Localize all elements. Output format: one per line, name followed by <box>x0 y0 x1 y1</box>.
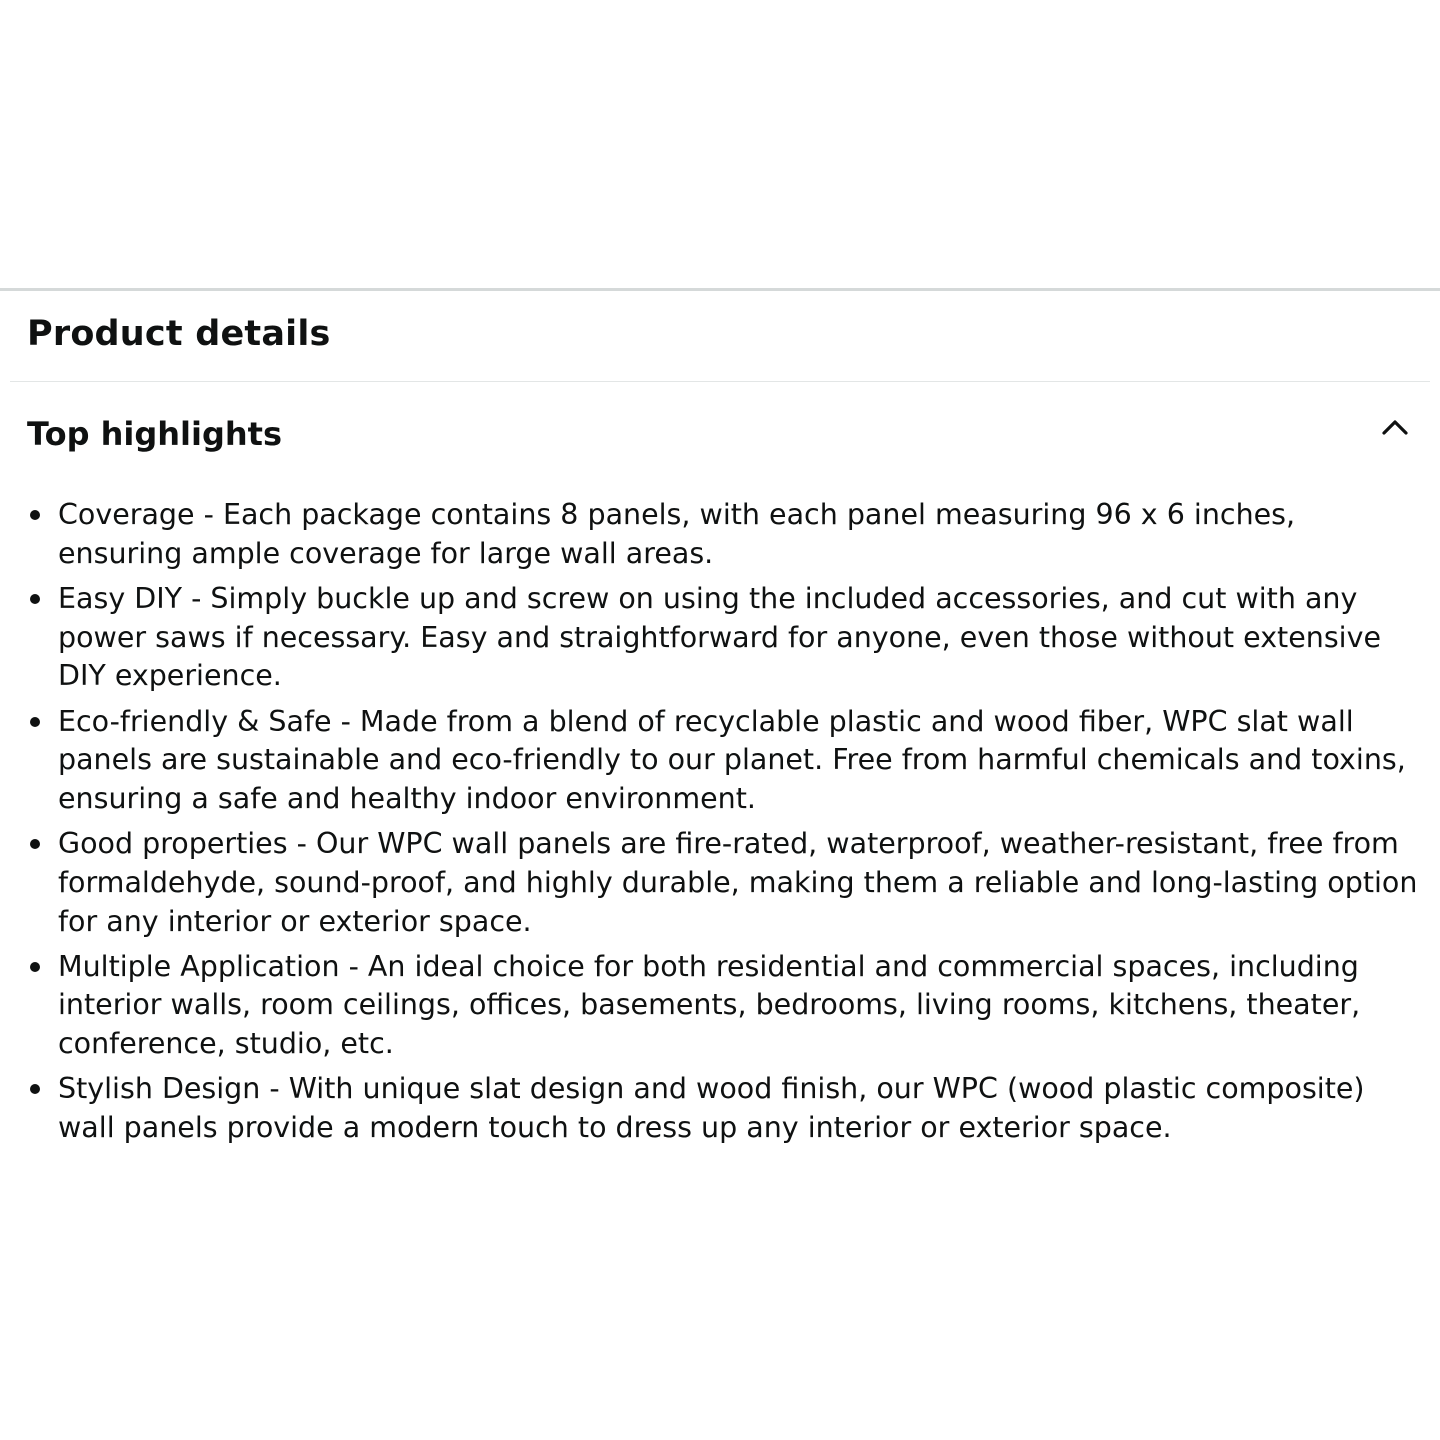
list-item <box>58 580 1418 696</box>
highlight-text: Coverage - Each package contains 8 panels, with each panel measuring 96 x 6 inches, ensuring ample coverage for large wall areas. <box>58 498 1296 570</box>
chevron-up-icon[interactable] <box>1379 412 1411 444</box>
product-details-title: Product details <box>27 314 331 354</box>
list-item <box>58 948 1418 1064</box>
list-item <box>58 703 1418 819</box>
highlight-text: Good properties - Our WPC wall panels are fire-rated, waterproof, weather-resistant, free from formaldehyde, sound-proof, and highly durable, making them a reliable and long-lasting option for any interior or exterior space. <box>58 827 1418 938</box>
top-highlights-title: Top highlights <box>27 415 283 453</box>
bullet-icon <box>30 962 40 972</box>
highlight-text: Multiple Application - An ideal choice for both residential and commercial spaces, including interior walls, room ceilings, offices, basements, bedrooms, living rooms, kitchens, theater, conference, studio, etc. <box>58 949 1361 1061</box>
highlight-text: Eco-friendly & Safe - Made from a blend of recyclable plastic and wood fiber, WPC slat wall panels are sustainable and eco-friendly to our planet. Free from harmful chemicals and toxins, ensuring a safe and healthy indoor environment. <box>58 704 1406 815</box>
highlights-list <box>58 496 1418 1154</box>
bullet-icon <box>30 594 40 604</box>
top-highlights-toggle[interactable] <box>27 408 1412 460</box>
list-item <box>58 496 1418 573</box>
highlight-text: Stylish Design - With unique slat design and wood finish, our WPC (wood plastic composite) wall panels provide a modern touch to dress up any interior or exterior space. <box>58 1072 1365 1145</box>
bullet-icon <box>30 510 40 520</box>
bullet-icon <box>30 1084 40 1094</box>
top-divider <box>0 288 1440 291</box>
section-divider <box>10 381 1430 382</box>
bullet-icon <box>30 717 40 727</box>
list-item <box>58 1070 1418 1147</box>
list-item <box>58 825 1418 941</box>
bullet-icon <box>30 839 40 849</box>
highlight-text: Easy DIY - Simply buckle up and screw on using the included accessories, and cut with any power saws if necessary. Easy and straightforward for anyone, even those without extensive DIY experience. <box>58 581 1381 693</box>
